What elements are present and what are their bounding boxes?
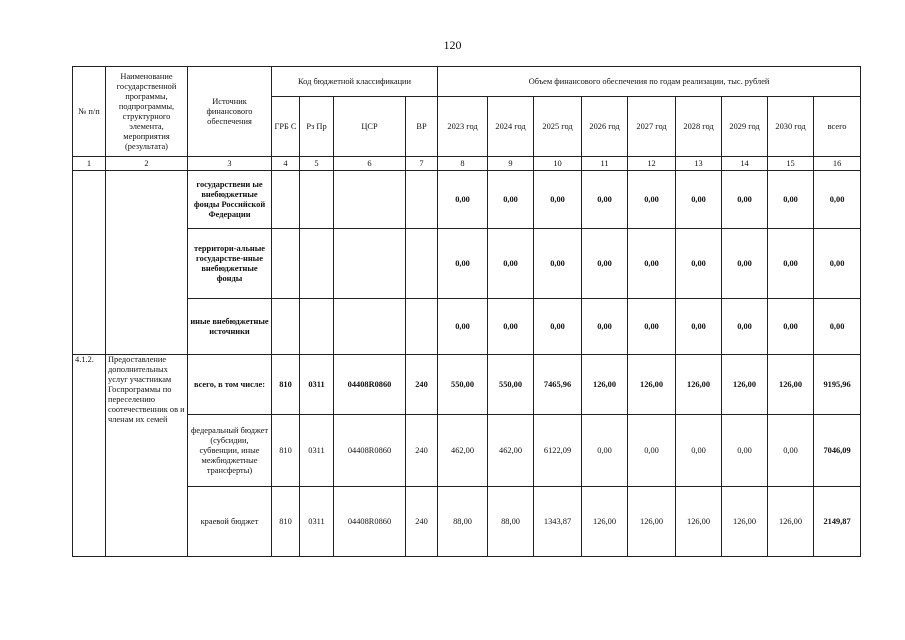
total-cell: 0,00: [814, 171, 861, 229]
column-number-row: [73, 157, 861, 171]
source-cell: государствени ые внебюджетные фонды Российской Федерации: [188, 171, 272, 229]
csr-cell: 04408R0860: [334, 487, 406, 557]
value-cell: 0,00: [628, 415, 676, 487]
col-number: 6: [334, 157, 406, 171]
header-rzpr: Рз Пр: [300, 97, 334, 157]
value-cell: 88,00: [488, 487, 534, 557]
budget-table: [72, 66, 861, 557]
value-cell: 0,00: [768, 229, 814, 299]
source-cell: территори-альные государстве-нные внебюджетные фонды: [188, 229, 272, 299]
header-2023: 2023 год: [438, 97, 488, 157]
vr-cell: [406, 299, 438, 355]
empty-num-cell: [73, 171, 106, 355]
header-source: Источник финансового обеспечения: [188, 67, 272, 157]
value-cell: 0,00: [628, 171, 676, 229]
value-cell: 0,00: [628, 229, 676, 299]
rzpr-cell: [300, 229, 334, 299]
value-cell: 126,00: [628, 487, 676, 557]
header-2027: 2027 год: [628, 97, 676, 157]
value-cell: 0,00: [438, 299, 488, 355]
col-number: 14: [722, 157, 768, 171]
table-row: [73, 229, 861, 299]
value-cell: 0,00: [722, 229, 768, 299]
header-2028: 2028 год: [676, 97, 722, 157]
col-number: 12: [628, 157, 676, 171]
total-cell: 0,00: [814, 229, 861, 299]
rzpr-cell: 0311: [300, 415, 334, 487]
col-number: 16: [814, 157, 861, 171]
source-cell: краевой бюджет: [188, 487, 272, 557]
value-cell: 0,00: [488, 171, 534, 229]
value-cell: 88,00: [438, 487, 488, 557]
total-cell: 9195,96: [814, 355, 861, 415]
col-number: 5: [300, 157, 334, 171]
value-cell: 0,00: [768, 171, 814, 229]
col-number: 3: [188, 157, 272, 171]
source-cell: иные внебюджетные источники: [188, 299, 272, 355]
col-number: 13: [676, 157, 722, 171]
table-row: [73, 487, 861, 557]
header-num: № п/п: [73, 67, 106, 157]
header-2030: 2030 год: [768, 97, 814, 157]
vr-cell: 240: [406, 355, 438, 415]
value-cell: 6122,09: [534, 415, 582, 487]
rzpr-cell: 0311: [300, 487, 334, 557]
value-cell: 0,00: [676, 229, 722, 299]
grbs-cell: 810: [272, 487, 300, 557]
value-cell: 126,00: [768, 355, 814, 415]
value-cell: 462,00: [438, 415, 488, 487]
total-cell: 0,00: [814, 299, 861, 355]
value-cell: 126,00: [676, 487, 722, 557]
csr-cell: [334, 171, 406, 229]
value-cell: 0,00: [722, 299, 768, 355]
csr-cell: [334, 229, 406, 299]
value-cell: 0,00: [676, 299, 722, 355]
table-row: [73, 171, 861, 229]
col-number: 2: [106, 157, 188, 171]
header-csr: ЦСР: [334, 97, 406, 157]
item-num: 4.1.2.: [73, 355, 106, 557]
col-number: 7: [406, 157, 438, 171]
value-cell: 0,00: [582, 415, 628, 487]
grbs-cell: [272, 299, 300, 355]
grbs-cell: 810: [272, 415, 300, 487]
value-cell: 0,00: [438, 171, 488, 229]
value-cell: 0,00: [676, 415, 722, 487]
header-vr: ВР: [406, 97, 438, 157]
grbs-cell: [272, 171, 300, 229]
grbs-cell: [272, 229, 300, 299]
csr-cell: 04408R0860: [334, 415, 406, 487]
value-cell: 0,00: [488, 229, 534, 299]
vr-cell: 240: [406, 487, 438, 557]
value-cell: 550,00: [438, 355, 488, 415]
page-number: 120: [443, 38, 462, 52]
header-grbs: ГРБ С: [272, 97, 300, 157]
vr-cell: [406, 229, 438, 299]
value-cell: 550,00: [488, 355, 534, 415]
value-cell: 0,00: [582, 171, 628, 229]
value-cell: 0,00: [438, 229, 488, 299]
value-cell: 0,00: [628, 299, 676, 355]
header-2024: 2024 год: [488, 97, 534, 157]
value-cell: 462,00: [488, 415, 534, 487]
value-cell: 0,00: [768, 299, 814, 355]
grbs-cell: 810: [272, 355, 300, 415]
header-2025: 2025 год: [534, 97, 582, 157]
table-row: [73, 299, 861, 355]
value-cell: 0,00: [582, 229, 628, 299]
col-number: 15: [768, 157, 814, 171]
csr-cell: [334, 299, 406, 355]
csr-cell: 04408R0860: [334, 355, 406, 415]
vr-cell: 240: [406, 415, 438, 487]
header-volume: Объем финансового обеспечения по годам реализации, тыс. рублей: [438, 67, 861, 97]
col-number: 9: [488, 157, 534, 171]
source-cell: всего, в том числе:: [188, 355, 272, 415]
header-kbk: Код бюджетной классификации: [272, 67, 438, 97]
value-cell: 0,00: [768, 415, 814, 487]
value-cell: 0,00: [534, 229, 582, 299]
value-cell: 0,00: [582, 299, 628, 355]
total-cell: 2149,87: [814, 487, 861, 557]
col-number: 11: [582, 157, 628, 171]
rzpr-cell: 0311: [300, 355, 334, 415]
value-cell: 126,00: [628, 355, 676, 415]
rzpr-cell: [300, 171, 334, 229]
value-cell: 1343,87: [534, 487, 582, 557]
vr-cell: [406, 171, 438, 229]
item-name: Предоставление дополнительных услуг участникам Госпрограммы по переселению соотечественник ов и членам их семей: [106, 355, 188, 557]
col-number: 1: [73, 157, 106, 171]
table-row: [73, 415, 861, 487]
header-2029: 2029 год: [722, 97, 768, 157]
header-name: Наименование государственной программы, подпрограммы, структурного элемента, мероприятия (результата): [106, 67, 188, 157]
value-cell: 126,00: [582, 487, 628, 557]
value-cell: 0,00: [534, 299, 582, 355]
col-number: 4: [272, 157, 300, 171]
value-cell: 0,00: [488, 299, 534, 355]
value-cell: 0,00: [534, 171, 582, 229]
value-cell: 126,00: [582, 355, 628, 415]
source-cell: федеральный бюджет (субсидии, субвенции, иные межбюджетные трансферты): [188, 415, 272, 487]
value-cell: 126,00: [722, 355, 768, 415]
header-total: всего: [814, 97, 861, 157]
value-cell: 0,00: [676, 171, 722, 229]
col-number: 10: [534, 157, 582, 171]
total-cell: 7046,09: [814, 415, 861, 487]
value-cell: 7465,96: [534, 355, 582, 415]
value-cell: 0,00: [722, 171, 768, 229]
rzpr-cell: [300, 299, 334, 355]
value-cell: 126,00: [768, 487, 814, 557]
table-row: [73, 355, 861, 415]
value-cell: 0,00: [722, 415, 768, 487]
empty-name-cell: [106, 171, 188, 355]
header-2026: 2026 год: [582, 97, 628, 157]
value-cell: 126,00: [722, 487, 768, 557]
value-cell: 126,00: [676, 355, 722, 415]
col-number: 8: [438, 157, 488, 171]
